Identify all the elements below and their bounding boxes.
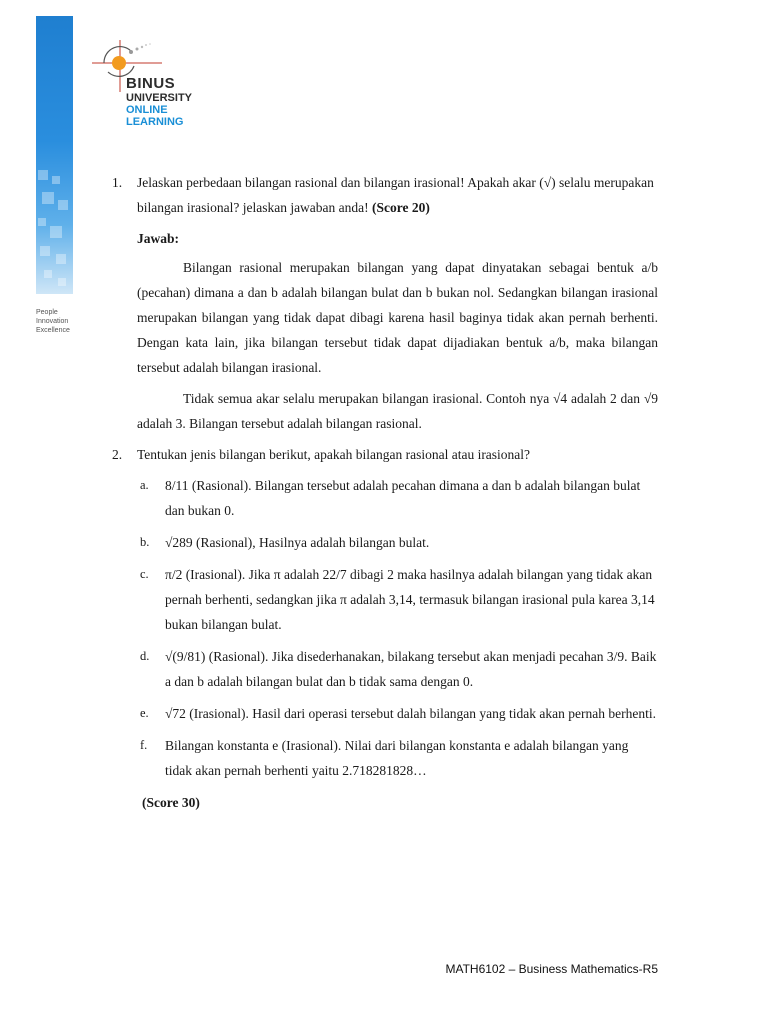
list-item [137, 473, 658, 523]
question-2-score: (Score 30) [142, 795, 200, 810]
list-item [137, 644, 658, 694]
brand-wordmark [126, 76, 192, 128]
question-1 [112, 170, 658, 436]
tagline-line: Innovation [36, 318, 69, 325]
list-letter: a. [140, 478, 149, 492]
answer-paragraph: Bilangan rasional merupakan bilangan yang dapat dinyatakan sebagai bentuk a/b (pecahan) dimana a dan b adalah bilangan bulat dan b bukan nol. Sedangkan bilangan irasional merupakan bilangan yang tidak dapat dibagi karena hasil baginya tidak akan pernah berhenti. Dengan kata lain, jika bilangan tersebut tidak dapat dijadiakan bentuk a/b, maka bilangan tersebut adalah bilangan irasional. [137, 260, 658, 375]
brand-name: BINUS [126, 75, 176, 92]
list-letter: b. [140, 535, 150, 549]
question-number: 2. [112, 447, 123, 462]
list-item [137, 530, 658, 555]
list-item-text: √72 (Irasional). Hasil dari operasi tersebut dalah bilangan yang tidak akan pernah berhenti. [165, 706, 656, 721]
list-letter: e. [140, 706, 149, 720]
question-number: 1. [112, 175, 123, 190]
brand-tagline [36, 308, 106, 335]
tagline-line: Excellence [36, 327, 70, 334]
list-item-text: π/2 (Irasional). Jika π adalah 22/7 dibagi 2 maka hasilnya adalah bilangan yang tidak akan pernah berhenti, sedangkan jika π adalah 3,14, termasuk bilangan irasional pula karea 3,14 bukan bilangan bulat. [165, 567, 655, 632]
tagline-line: People [36, 309, 58, 316]
brand-side-bar [36, 16, 73, 294]
list-item-text: √289 (Rasional), Hasilnya adalah bilangan bulat. [165, 535, 430, 550]
answer-list [137, 473, 658, 783]
question-1-score: (Score 20) [372, 200, 430, 215]
question-2-text: Tentukan jenis bilangan berikut, apakah bilangan rasional atau irasional? [137, 447, 531, 462]
list-item [137, 733, 658, 783]
question-2 [112, 442, 658, 815]
answer-paragraph: Tidak semua akar selalu merupakan bilangan irasional. Contoh nya √4 adalah 2 dan √9 adalah 3. Bilangan tersebut adalah bilangan rasional. [137, 391, 658, 431]
question-text [137, 170, 658, 220]
page-footer: MATH6102 – Business Mathematics-R5 [445, 962, 658, 976]
list-item [137, 562, 658, 637]
list-item [137, 701, 658, 726]
question-1-text: Jelaskan perbedaan bilangan rasional dan bilangan irasional! Apakah akar (√) selalu merupakan bilangan irasional? jelaskan jawaban anda! [137, 175, 654, 215]
document-body [112, 170, 658, 815]
brand-university: UNIVERSITY [126, 92, 193, 104]
list-item-text: Bilangan konstanta e (Irasional). Nilai dari bilangan konstanta e adalah bilangan yang tidak akan pernah berhenti yaitu 2.718281828… [165, 738, 629, 778]
list-item-text: 8/11 (Rasional). Bilangan tersebut adalah pecahan dimana a dan b adalah bilangan bulat dan bukan 0. [165, 478, 641, 518]
brand-online: ONLINE [126, 104, 168, 116]
list-letter: c. [140, 567, 149, 581]
list-item-text: √(9/81) (Rasional). Jika disederhanakan, bilakang tersebut akan menjadi pecahan 3/9. Baik a dan b adalah bilangan bulat dan b tidak sama dengan 0. [165, 649, 657, 689]
list-letter: d. [140, 649, 150, 663]
answer-label: Jawab: [137, 231, 180, 246]
list-letter: f. [140, 738, 148, 752]
brand-tile-pattern [36, 166, 73, 294]
brand-learning: LEARNING [126, 116, 184, 128]
